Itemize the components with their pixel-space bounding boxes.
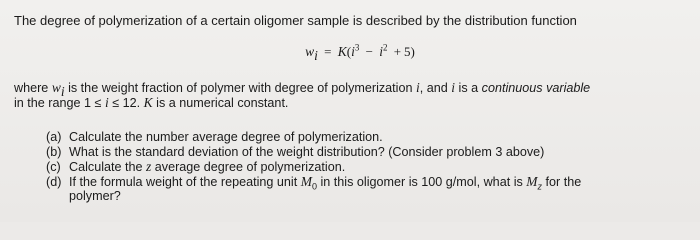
eq-i-cubed: i bbox=[351, 44, 355, 59]
eq-close-paren: ) bbox=[410, 44, 415, 59]
question-c-label: (c) bbox=[46, 160, 61, 174]
eq-i-squared: i bbox=[379, 44, 383, 59]
question-c-text-1: Calculate the bbox=[69, 160, 147, 174]
question-a-label: (a) bbox=[46, 130, 62, 144]
where-text-2: is the weight fraction of polymer with degree of polymerization bbox=[64, 81, 416, 95]
question-a bbox=[46, 130, 383, 144]
question-d-m0: M bbox=[300, 174, 312, 189]
where-wi: w bbox=[51, 80, 61, 95]
range-text-2: ≤ 12. bbox=[108, 96, 144, 110]
question-c-text-2: average degree of polymerization. bbox=[151, 160, 346, 174]
eq-w-sub: i bbox=[314, 47, 318, 63]
eq-exp2: 2 bbox=[382, 42, 388, 53]
question-d bbox=[46, 174, 582, 192]
eq-open-paren: ( bbox=[346, 44, 352, 59]
question-d-mz-sub: z bbox=[537, 181, 543, 192]
question-d-text-3: for the bbox=[542, 175, 582, 189]
eq-plus: + bbox=[393, 44, 402, 59]
eq-exp3: 3 bbox=[354, 42, 360, 53]
eq-w: w bbox=[305, 44, 315, 59]
question-d-line-2: polymer? bbox=[69, 189, 121, 203]
question-c-z: z bbox=[146, 159, 152, 174]
where-text-3: , and bbox=[419, 81, 452, 95]
question-b-label: (b) bbox=[46, 145, 62, 159]
eq-constant-k: K bbox=[337, 44, 347, 59]
eq-five: 5 bbox=[404, 44, 411, 59]
where-line-1 bbox=[14, 80, 591, 99]
question-d-label: (d) bbox=[46, 175, 62, 189]
distribution-equation bbox=[0, 42, 700, 63]
where-i-2: i bbox=[451, 80, 456, 95]
question-b-text: What is the standard deviation of the weight distribution? (Consider problem 3 above) bbox=[69, 145, 545, 159]
where-text-4: is a bbox=[455, 81, 482, 95]
where-line-2 bbox=[14, 95, 288, 111]
range-i: i bbox=[104, 95, 109, 110]
where-wi-sub: i bbox=[60, 83, 65, 99]
question-a-text: Calculate the number average degree of polymerization. bbox=[69, 130, 383, 144]
range-k: K bbox=[143, 95, 153, 110]
eq-minus: − bbox=[365, 44, 373, 59]
range-text-1: in the range 1 ≤ bbox=[14, 96, 105, 110]
question-b bbox=[46, 145, 544, 159]
question-d-text-2: in this oligomer is 100 g/mol, what is bbox=[317, 175, 527, 189]
question-d-text-1: If the formula weight of the repeating unit bbox=[69, 175, 301, 189]
question-c bbox=[46, 160, 345, 174]
continuous-variable-text: continuous variable bbox=[481, 81, 591, 95]
question-d-mz: M bbox=[526, 174, 538, 189]
where-i-1: i bbox=[416, 80, 420, 95]
intro-text: The degree of polymerization of a certain oligomer sample is described by the distribution function bbox=[14, 13, 577, 28]
question-d-m0-sub: 0 bbox=[311, 181, 317, 192]
range-text-3: is a numerical constant. bbox=[152, 96, 289, 110]
where-text-1: where bbox=[14, 81, 52, 95]
eq-equals: = bbox=[324, 44, 332, 59]
